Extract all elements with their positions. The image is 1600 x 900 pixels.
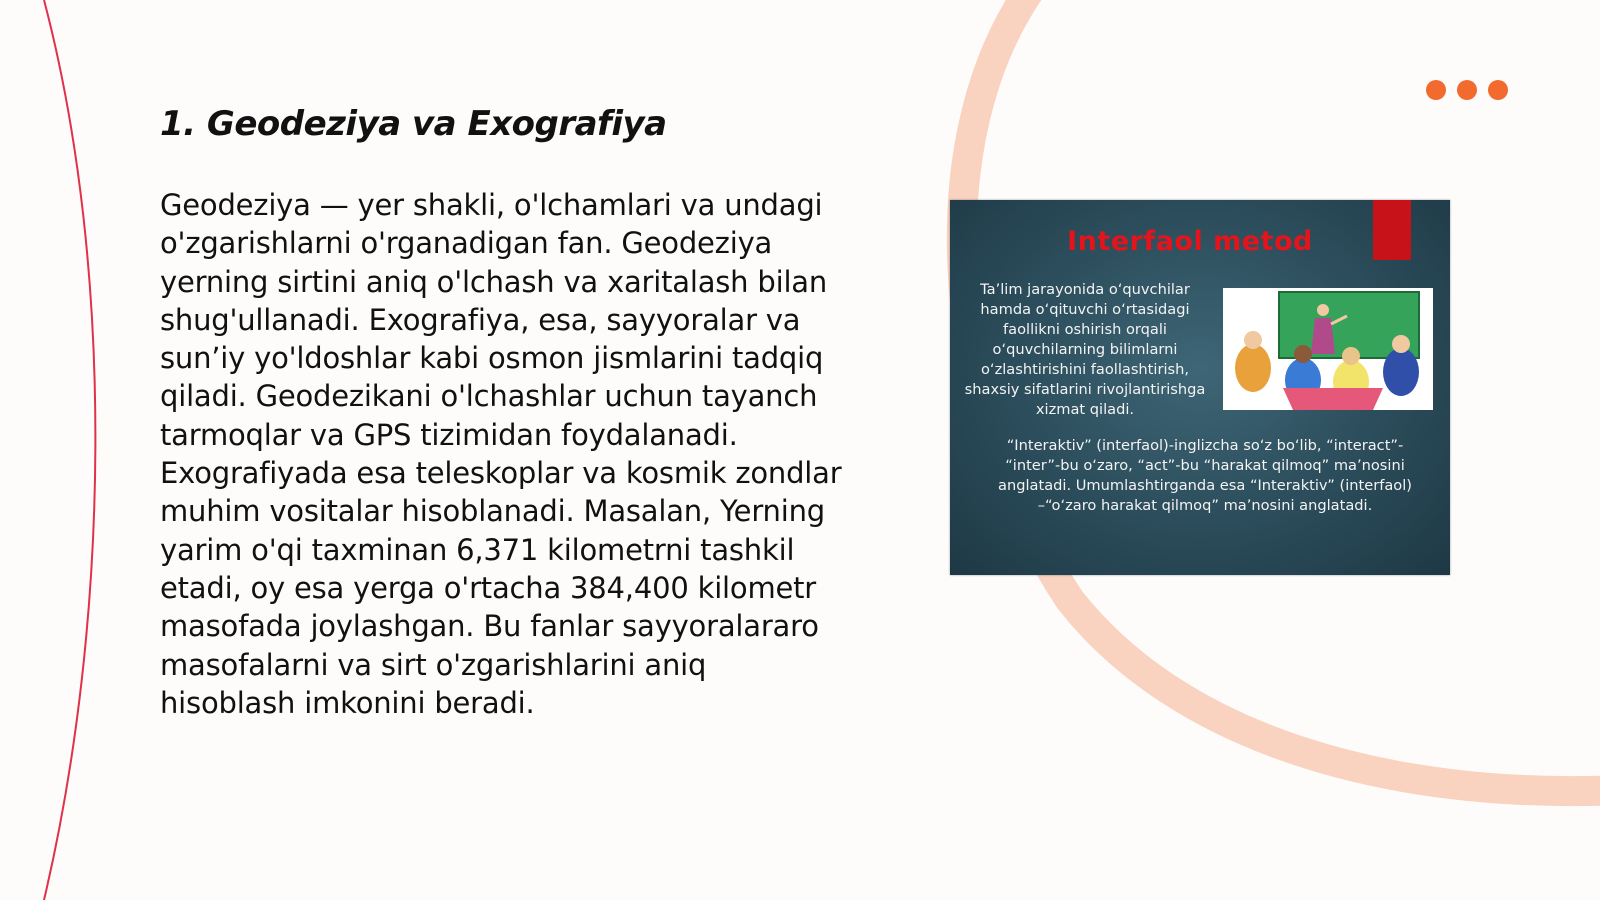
image-heading: Interfaol metod [1067,226,1313,257]
classroom-illustration [1223,288,1433,410]
slide-body-text: Geodeziya — yer shakli, o'lchamlari va undagi o'zgarishlarni o'rganadigan fan. Geodeziya yerning sirtini aniq o'lchash va xaritalash bilan shug'ullanadi. Exografiya, esa, sayyoralar va sun’iy yo'ldoshlar kabi osmon jismlarini tadqiq qiladi. Geodezikani o'lchashlar uchun tayanch tarmoqlar va GPS tizimidan foydalanadi. Exografiyada esa teleskoplar va kosmik zondlar muhim vositalar hisoblanadi. Masalan, Yerning yarim o'qi taxminan 6,371 kilometrni tashkil etadi, oy esa yerga o'rtacha 384,400 kilometr masofada joylashgan. Bu fanlar sayyoralararo masofalarni va sirt o'zgarishlarini aniq hisoblash imkonini beradi. [160,188,842,720]
dot-icon [1457,80,1477,100]
slide-title: 1. Geodeziya va Exografiya [160,104,667,144]
menu-dots [1426,80,1508,100]
dot-icon [1426,80,1446,100]
image-paragraph-1: Ta’lim jarayonida o‘quvchilar hamda o‘qituvchi o‘rtasidagi faollikni oshirish orqali o‘quvchilarning bilimlarni o‘zlashtirishini faollashtirish, shaxsiy sifatlarini rivojlantirishga xizmat qiladi. [964,281,1206,418]
dot-icon [1488,80,1508,100]
left-curve-line [44,0,95,900]
embedded-slide-image [950,200,1450,575]
image-paragraph-2: “Interaktiv” (interfaol)-inglizcha so‘z bo‘lib, “interact”- “inter”-bu o‘zaro, “act”-bu “harakat qilmoq” ma’nosini anglatadi. Umumlashtirganda esa “Interaktiv” (interfaol) –“o‘zaro harakat qilmoq” ma’nosini anglatadi. [998,437,1412,514]
